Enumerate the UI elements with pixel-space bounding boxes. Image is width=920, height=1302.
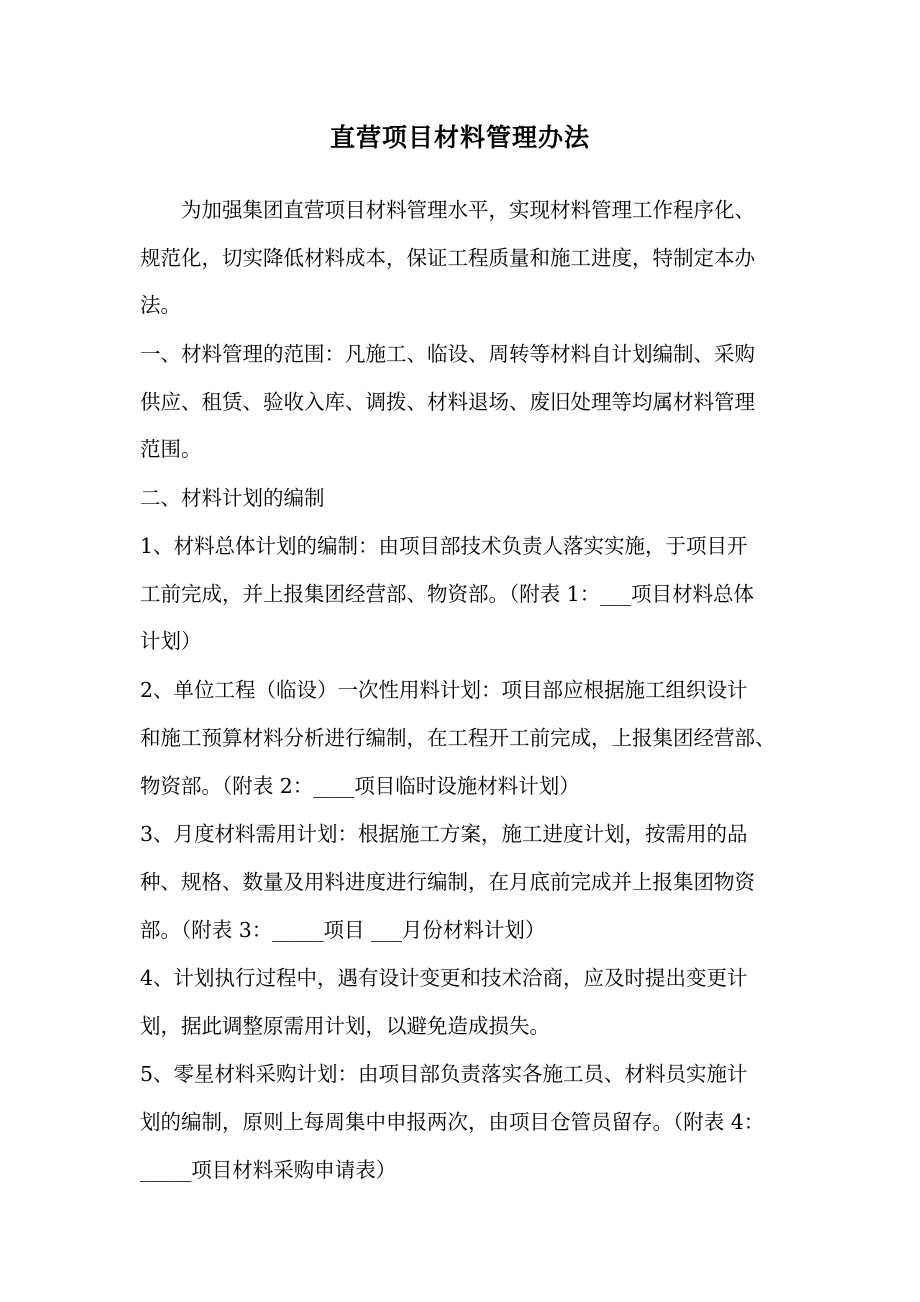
body-line: 物资部。（附表 2：____项目临时设施材料计划） [140, 774, 580, 798]
body-line: 1、材料总体计划的编制：由项目部技术负责人落实实施，于项目开 [140, 534, 748, 558]
body-line: 一、材料管理的范围：凡施工、临设、周转等材料自计划编制、采购 [140, 342, 755, 366]
document-title: 直营项目材料管理办法 [329, 123, 590, 152]
body-line: 部。（附表 3：_____项目 ___月份材料计划） [140, 918, 546, 942]
body-line: 2、单位工程（临设）一次性用料计划：项目部应根据施工组织设计 [140, 678, 748, 702]
body-line: 供应、租赁、验收入库、调拨、材料退场、废旧处理等均属材料管理 [140, 390, 755, 414]
body-line: 法。 [140, 293, 181, 317]
body-line: 计划） [140, 629, 202, 653]
body-line: 3、月度材料需用计划：根据施工方案，施工进度计划，按需用的品 [140, 822, 748, 846]
body-line: 和施工预算材料分析进行编制，在工程开工前完成，上报集团经营部、 [140, 726, 776, 750]
body-line: 工前完成，并上报集团经营部、物资部。（附表 1：___项目材料总体 [140, 582, 755, 606]
body-line: 规范化，切实降低材料成本，保证工程质量和施工进度，特制定本办 [140, 246, 755, 270]
body-line: 4、计划执行过程中，遇有设计变更和技术洽商，应及时提出变更计 [140, 966, 748, 990]
body-line: 范围。 [140, 437, 202, 461]
body-line: 为加强集团直营项目材料管理水平，实现材料管理工作程序化、 [140, 198, 755, 222]
body-line: 二、材料计划的编制 [140, 486, 325, 510]
body-line: 划的编制，原则上每周集中申报两次，由项目仓管员留存。（附表 4： [140, 1110, 765, 1134]
body-line: _____项目材料采购申请表） [140, 1158, 397, 1182]
body-line: 划，据此调整原需用计划，以避免造成损失。 [140, 1014, 550, 1038]
body-line: 5、零星材料采购计划：由项目部负责落实各施工员、材料员实施计 [140, 1062, 748, 1086]
body-line: 种、规格、数量及用料进度进行编制，在月底前完成并上报集团物资 [140, 870, 755, 894]
